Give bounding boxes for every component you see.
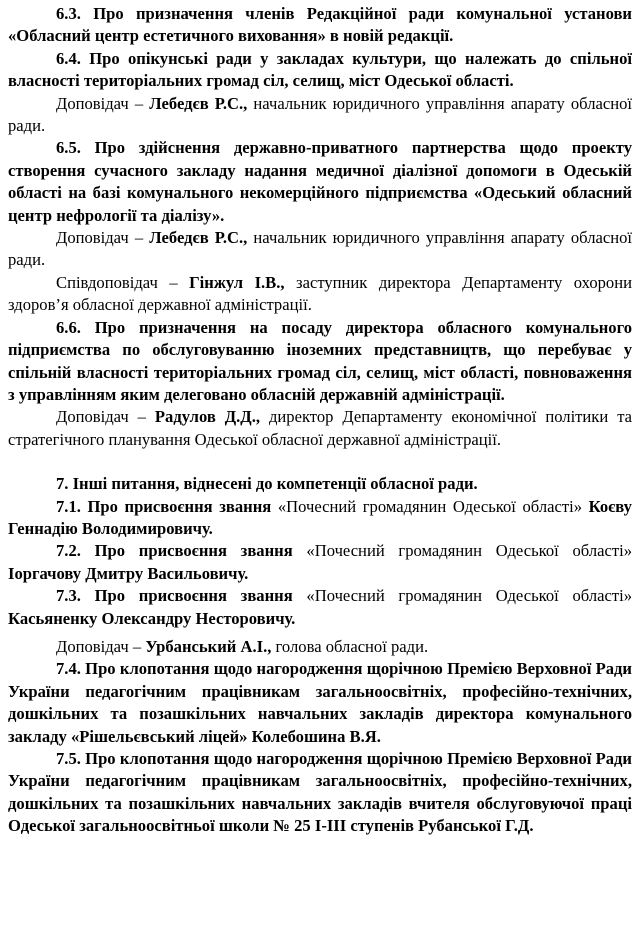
item-6-6: 6.6. Про призначення на посаду директора обласного комунального підприємства по обслуговуванню іноземних представництв, що перебуває у спільній власності територіальних громад сіл, селищ, міст області, повноваження з управлінням яким делеговано обласній державній адміністрації. [8, 317, 632, 404]
item-lead: 7.3. Про присвоєння звання [56, 586, 293, 606]
co-speaker-position: заступник директора Департаменту охорони здоров’я обласної державної адміністрації. [8, 272, 632, 315]
item-7-3 [8, 585, 632, 630]
speaker-name: Радулов Д.Д., [154, 407, 261, 427]
speaker-name: Лебедєв Р.С., [149, 228, 248, 248]
speaker-6-4 [8, 93, 632, 138]
co-speaker-prefix: Співдоповідач – [56, 272, 190, 292]
agenda-text [8, 3, 632, 838]
speaker-position: начальник юридичного управління апарату обласної ради. [8, 93, 632, 136]
title-quote: «Почесний громадянин Одеської області» [292, 541, 632, 561]
co-speaker-6-5 [8, 272, 632, 317]
title-quote: «Почесний громадянин Одеської області» [271, 496, 589, 516]
title-quote: «Почесний громадянин Одеської області» [292, 586, 632, 606]
speaker-6-5 [8, 227, 632, 272]
item-7-5: 7.5. Про клопотання щодо нагородження щорічною Премією Верховної Ради України педагогічним працівникам загальноосвітніх, професійно-технічних, дошкільних та позашкільних навчальних закладів вчителя обслуговуючої праці Одеської загальноосвітньої школи № 25 І-ІІІ ступенів Рубанської Г.Д. [8, 749, 632, 836]
speaker-prefix: Доповідач – [56, 228, 150, 248]
speaker-prefix: Доповідач – [56, 636, 146, 656]
item-7-2 [8, 540, 632, 585]
speaker-name: Лебедєв Р.С., [149, 93, 248, 113]
item-lead: 7.2. Про присвоєння звання [56, 541, 293, 561]
item-6-5: 6.5. Про здійснення державно-приватного партнерства щодо проекту створення сучасного закладу надання медичної діалізної допомоги в Одеській області на базі комунального некомерційного підприємства «Одеський обласний центр нефрології та діалізу». [8, 138, 632, 225]
honoree-name: Іоргачову Дмитру Васильовичу. [8, 563, 249, 583]
co-speaker-name: Гінжул І.В., [189, 272, 285, 292]
item-7-4: 7.4. Про клопотання щодо нагородження щорічною Премією Верховної Ради України педагогічним працівникам загальноосвітніх, професійно-технічних, дошкільних та позашкільних навчальних закладів директора комунального закладу «Рішельєвський ліцей» Колебошина В.Я. [8, 659, 632, 746]
honoree-name: Касьяненку Олександру Несторовичу. [8, 608, 296, 628]
speaker-position: голова обласної ради. [271, 636, 429, 656]
speaker-position: начальник юридичного управління апарату обласної ради. [8, 228, 632, 270]
speaker-position: директор Департаменту економічної політики та стратегічного планування Одеської обласної державної адміністрації. [8, 407, 633, 449]
speaker-7 [8, 636, 632, 658]
honoree-name: Коєву Геннадію Володимировичу. [8, 496, 632, 538]
speaker-prefix: Доповідач – [56, 93, 150, 113]
speaker-6-6 [8, 406, 632, 451]
item-lead: 7.1. Про присвоєння звання [56, 496, 272, 516]
item-7-1 [8, 496, 632, 541]
item-6-4: 6.4. Про опікунські ради у закладах культури, що належать до спільної власності територіальних громад сіл, селищ, міст Одеської області. [8, 48, 632, 91]
item-6-3: 6.3. Про призначення членів Редакційної ради комунальної установи «Обласний центр естетичного виховання» в новій редакції. [8, 4, 632, 46]
speaker-prefix: Доповідач – [56, 407, 155, 427]
section-7-heading: 7. Інші питання, віднесені до компетенції обласної ради. [56, 474, 478, 494]
speaker-name: Урбанський А.І., [145, 636, 272, 656]
section-gap [8, 451, 632, 473]
